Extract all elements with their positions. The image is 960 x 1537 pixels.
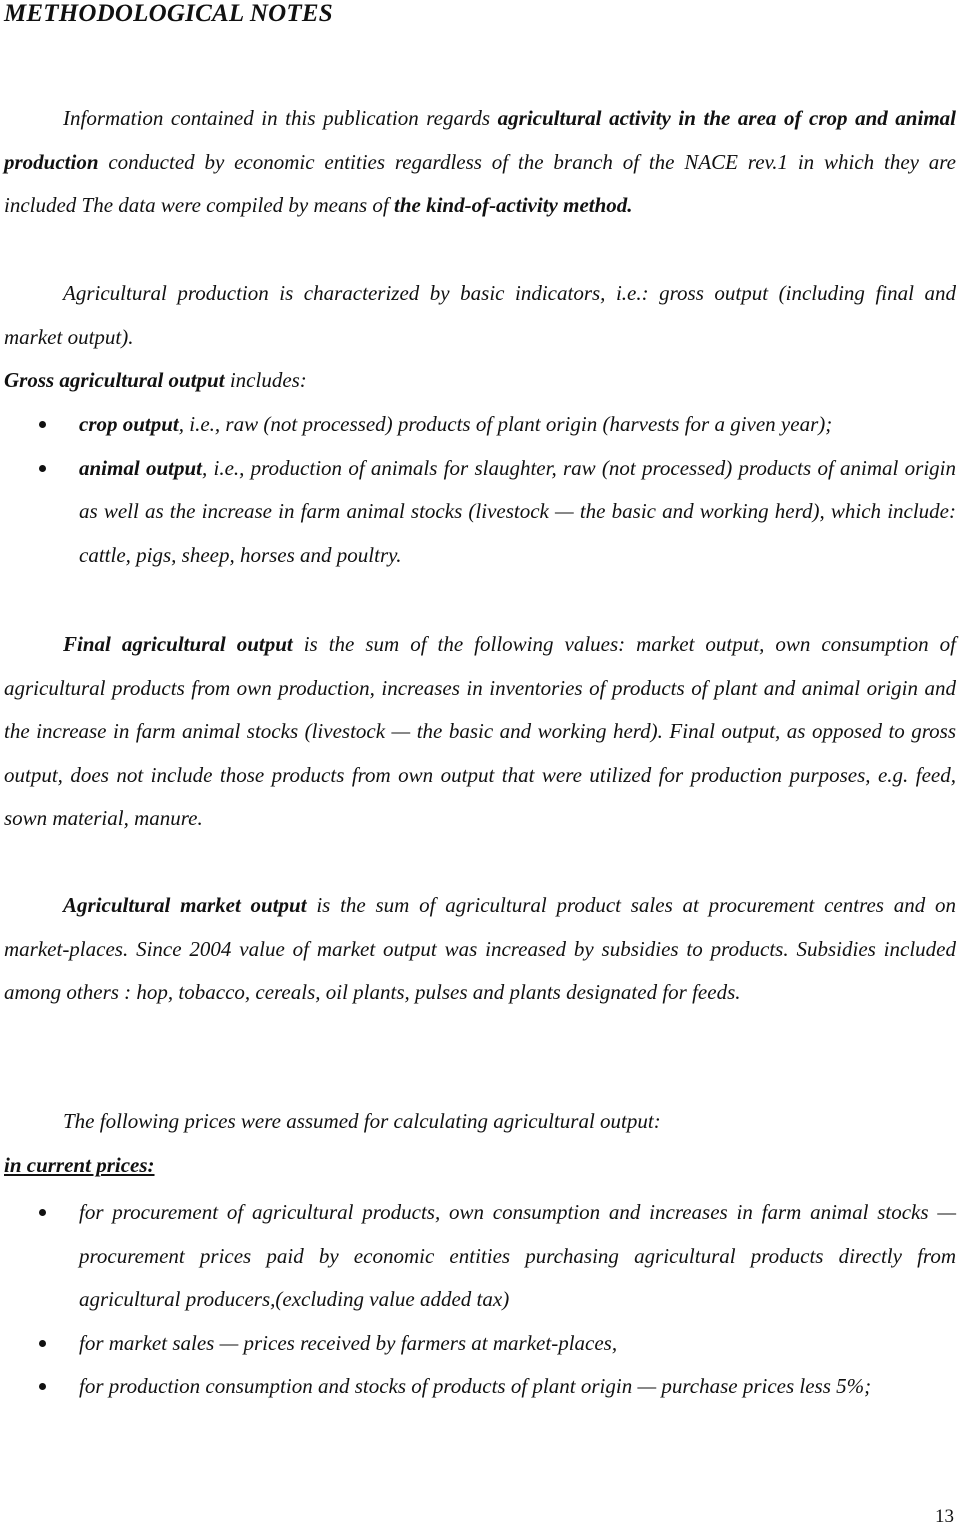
gross-output-list [4, 403, 956, 577]
gross-output-text: includes: [224, 368, 307, 392]
gross-output-intro [4, 359, 307, 403]
animal-output-term: animal output [79, 455, 202, 480]
gross-output-term: Gross agricultural output [4, 368, 225, 392]
current-prices-heading [4, 1144, 155, 1188]
list-item [4, 403, 956, 447]
list-item [4, 1191, 956, 1322]
prices-intro: The following prices were assumed for calculating agricultural output: [63, 1109, 661, 1133]
price-item-production-consumption: for production consumption and stocks of products of plant origin — purchase prices less 5%; [79, 1374, 872, 1399]
bullet-icon [39, 1340, 46, 1347]
bullet-icon [39, 1209, 46, 1216]
final-output-paragraph [4, 623, 956, 841]
final-output-text: is the sum of the following values: market output, own consumption of agricultural products from own production, increases in inventories of products of plant and animal origin and the increase in farm animal stocks (livestock — the basic and working herd). Final output, as opposed to gross output, does not include those products from own output that were utilized for production purposes, e.g. feed, sown material, manure. [4, 632, 956, 831]
current-prices-label: in current prices: [4, 1153, 155, 1177]
intro-bold-1: agricultural activity in the area of crop and animal production [4, 106, 956, 174]
page-number: 13 [935, 1506, 954, 1527]
price-item-market-sales: for market sales — prices received by farmers at market-places, [79, 1330, 618, 1355]
final-output-term: Final agricultural output [63, 632, 293, 656]
list-item [4, 1322, 956, 1366]
list-item [4, 1365, 956, 1409]
animal-output-text: , i.e., production of animals for slaughter, raw (not processed) products of animal origin as well as the increase in farm animal stocks (livestock — the basic and working herd), which include: cattle, pigs, sheep, horses and poultry. [79, 455, 956, 567]
page-heading: METHODOLOGICAL NOTES [4, 0, 333, 27]
intro-text-2: conducted by economic entities regardless of the branch of the NACE rev.1 in which they are included The data were compiled by means of [4, 149, 956, 218]
bullet-icon [39, 465, 46, 472]
price-list [4, 1191, 956, 1409]
bullet-icon [39, 421, 46, 428]
list-item [4, 447, 956, 578]
production-paragraph: Agricultural production is characterized by basic indicators, i.e.: gross output (including final and market output). [4, 281, 956, 349]
intro-bold-2: the kind-of-activity method. [393, 193, 633, 218]
crop-output-term: crop output [79, 412, 179, 436]
bullet-icon [39, 1383, 46, 1390]
intro-paragraph [4, 97, 956, 228]
price-item-procurement: for procurement of agricultural products, own consumption and increases in farm animal stocks — procurement prices paid by economic entities purchasing agricultural products directly from agricultural producers,(excluding value added tax) [79, 1200, 956, 1312]
market-output-text: is the sum of agricultural product sales at procurement centres and on market-places. Since 2004 value of market output was increased by subsidies to products. Subsidies included among others : hop, tobacco, cereals, oil plants, pulses and plants designated for feeds. [4, 893, 956, 1005]
market-output-paragraph [4, 884, 956, 1015]
crop-output-text: , i.e., raw (not processed) products of plant origin (harvests for a given year); [178, 412, 833, 436]
market-output-term: Agricultural market output [63, 893, 307, 917]
intro-text-1: Information contained in this publication regards [63, 106, 498, 130]
